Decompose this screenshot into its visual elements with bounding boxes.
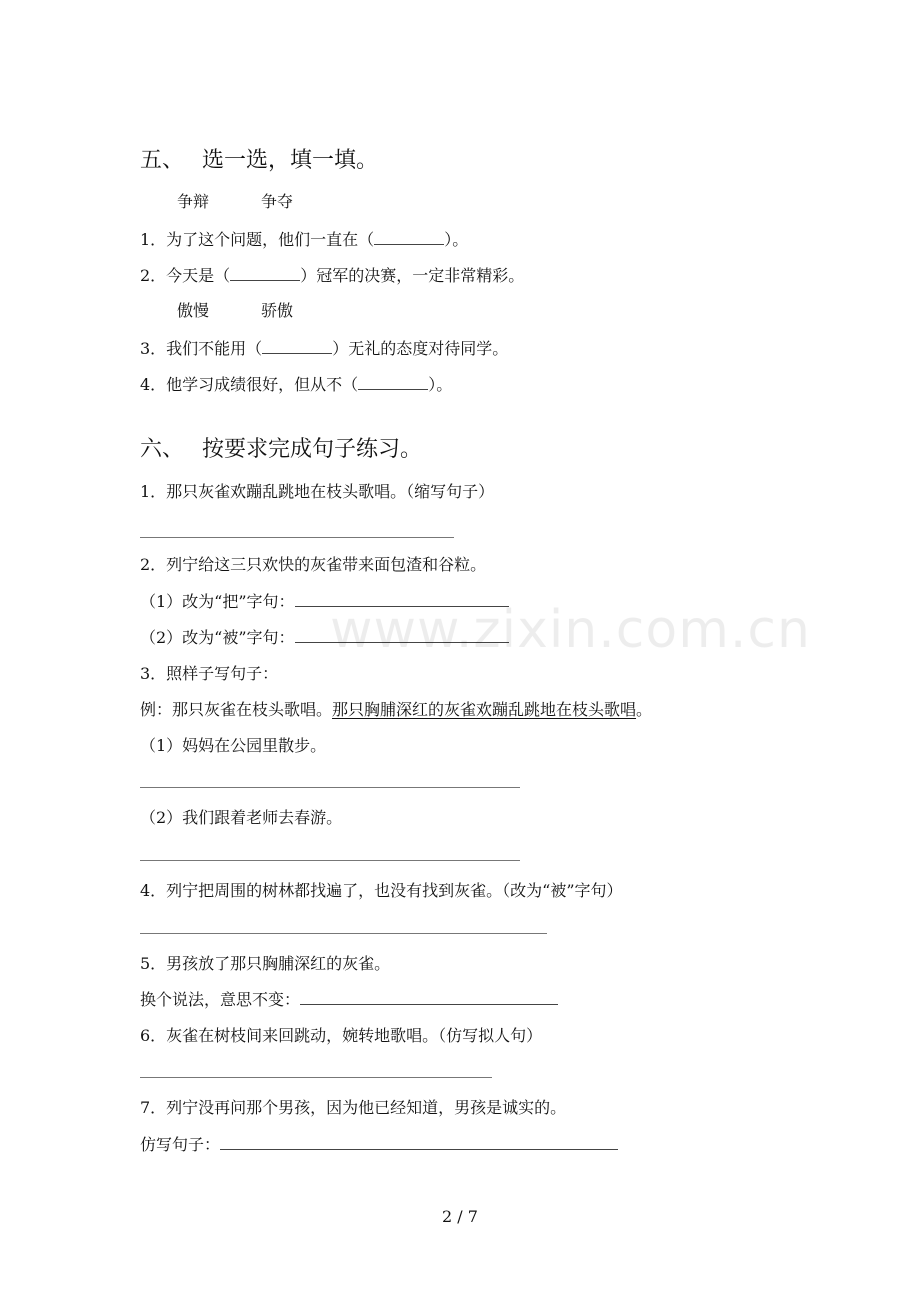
question-6-4: 4．列宁把周围的树林都找遍了，也没有找到灰雀。（改为“被”字句） — [140, 881, 623, 900]
question-text: （2）改为“被”字句： — [140, 628, 295, 647]
example-plain: 例：那只灰雀在枝头歌唱。 — [140, 700, 333, 719]
answer-blank[interactable] — [230, 264, 300, 281]
word-pair-2 — [177, 300, 293, 322]
question-text: 4．他学习成绩很好，但从不（ — [140, 375, 359, 394]
answer-line[interactable] — [140, 787, 520, 788]
example-underlined: 那只胸脯深红的灰雀欢蹦乱跳地在枝头歌唱 — [332, 700, 637, 719]
question-6-3: 3．照样子写句子： — [140, 664, 279, 683]
section-6-heading — [140, 435, 422, 465]
example-sentence — [140, 699, 652, 721]
answer-blank[interactable] — [358, 373, 428, 390]
question-6-3-a: （1）妈妈在公园里散步。 — [140, 736, 327, 755]
word-option: 傲慢 — [177, 301, 210, 320]
question-6-6: 6．灰雀在树枝间来回跳动，婉转地歌唱。（仿写拟人句） — [140, 1026, 543, 1045]
question-text: ）无礼的态度对待同学。 — [332, 339, 509, 358]
question-text: ）冠军的决赛，一定非常精彩。 — [300, 266, 525, 285]
question-6-7-prompt — [140, 1133, 618, 1156]
question-5-4 — [140, 373, 452, 396]
question-text: 换个说法，意思不变： — [140, 990, 301, 1009]
question-6-1: 1．那只灰雀欢蹦乱跳地在枝头歌唱。（缩写句子） — [140, 482, 495, 501]
page-number: 2 / 7 — [442, 1207, 478, 1226]
question-6-5: 5．男孩放了那只胸脯深红的灰雀。 — [140, 954, 391, 973]
answer-blank[interactable] — [300, 988, 558, 1005]
watermark: www.zixin.com.cn — [330, 600, 811, 660]
word-pair-1 — [177, 191, 293, 213]
question-5-3 — [140, 337, 508, 360]
question-6-3-b: （2）我们跟着老师去春游。 — [140, 808, 343, 827]
section-5-number: 五、 — [140, 148, 185, 173]
section-6-title: 按要求完成句子练习。 — [202, 437, 423, 462]
answer-line[interactable] — [140, 1077, 492, 1078]
word-option: 争辩 — [177, 192, 210, 211]
section-5-heading — [140, 146, 378, 176]
question-text: ）。 — [444, 230, 469, 249]
word-option: 争夺 — [261, 192, 294, 211]
question-text: 仿写句子： — [140, 1135, 221, 1154]
answer-line[interactable] — [140, 933, 547, 934]
answer-blank[interactable] — [220, 1133, 618, 1150]
question-text: 2．今天是（ — [140, 266, 231, 285]
question-text: 1．为了这个问题，他们一直在（ — [140, 230, 375, 249]
answer-line[interactable] — [140, 537, 454, 538]
question-6-7: 7．列宁没再问那个男孩，因为他已经知道，男孩是诚实的。 — [140, 1098, 567, 1117]
word-option: 骄傲 — [261, 301, 294, 320]
question-text: ）。 — [428, 375, 453, 394]
question-text: （1）改为“把”字句： — [140, 592, 295, 611]
question-5-1 — [140, 228, 468, 251]
section-5-title: 选一选，填一填。 — [202, 148, 379, 173]
question-6-5-prompt — [140, 988, 558, 1011]
question-5-2 — [140, 264, 524, 287]
answer-blank[interactable] — [262, 337, 332, 354]
answer-line[interactable] — [140, 860, 520, 861]
answer-blank[interactable] — [374, 228, 444, 245]
question-text: 3．我们不能用（ — [140, 339, 263, 358]
example-end: 。 — [636, 700, 653, 719]
question-6-2: 2．列宁给这三只欢快的灰雀带来面包渣和谷粒。 — [140, 555, 487, 574]
section-6-number: 六、 — [140, 437, 185, 462]
